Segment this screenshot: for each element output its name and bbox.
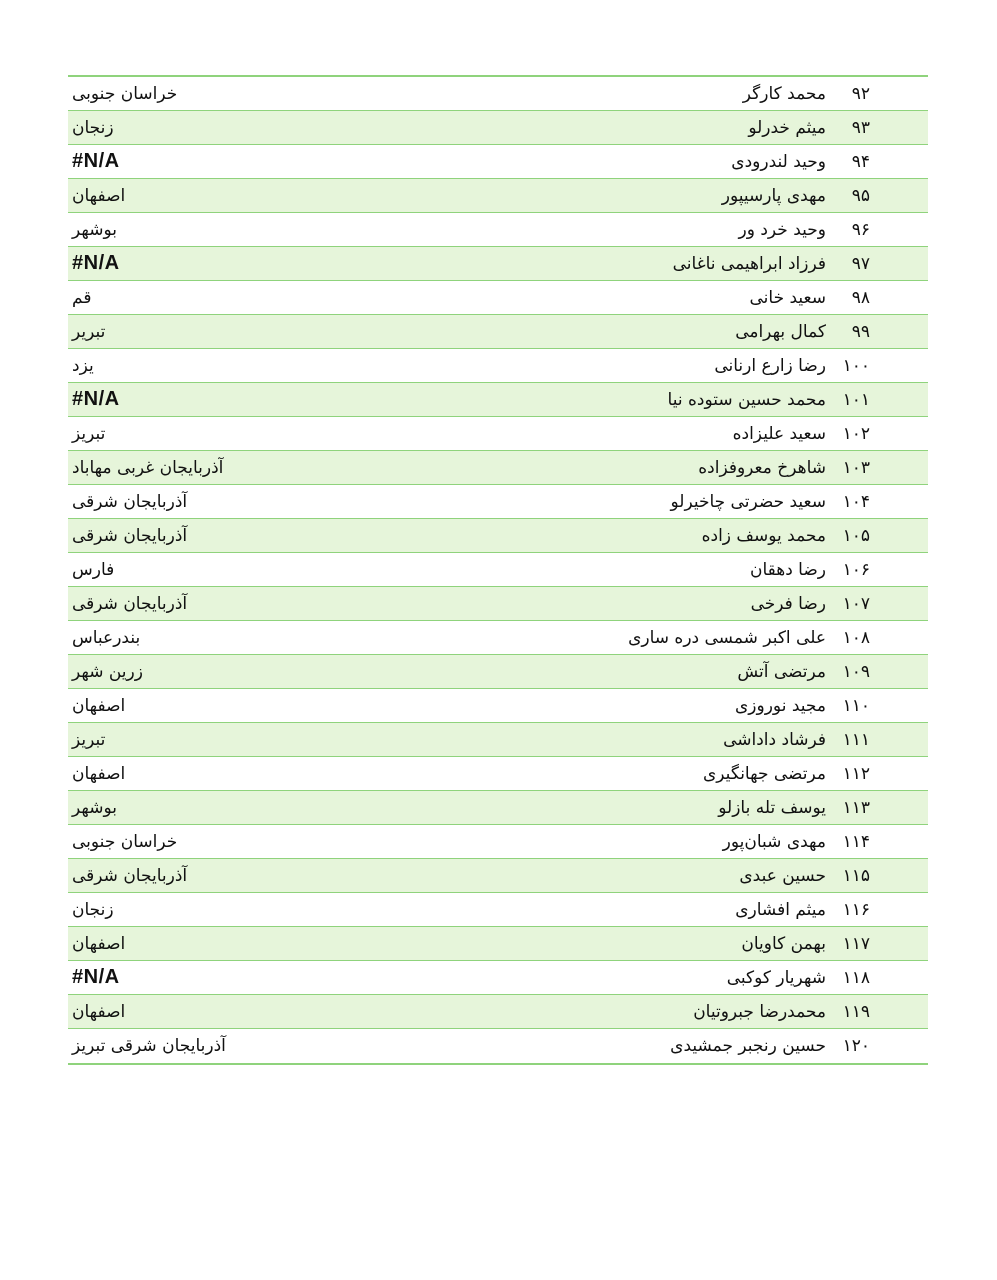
person-name: رضا زارع ارنانی xyxy=(714,355,826,376)
city-cell xyxy=(68,111,538,144)
city-cell xyxy=(68,247,538,280)
row-number: ۹۶ xyxy=(851,219,870,240)
person-name: شاهرخ معروفزاده xyxy=(698,457,826,478)
person-name: وحید خرد ور xyxy=(738,219,826,240)
city-label: زرین شهر xyxy=(72,661,143,682)
city-cell xyxy=(68,1029,538,1063)
person-name: محمد حسین ستوده نیا xyxy=(667,389,826,410)
person-name: میثم افشاری xyxy=(735,899,826,920)
city-label: آذربایجان شرقی تبریز xyxy=(72,1036,226,1056)
city-label: یزد xyxy=(72,355,94,376)
row-number: ۱۰۳ xyxy=(842,457,870,478)
row-number: ۹۲ xyxy=(851,83,870,104)
table-row xyxy=(68,825,928,859)
table-row xyxy=(68,247,928,281)
city-label: #N/A xyxy=(72,150,120,172)
table-row xyxy=(68,77,928,111)
city-cell xyxy=(68,757,538,790)
person-name: رضا فرخی xyxy=(750,593,826,614)
city-cell xyxy=(68,825,538,858)
row-number: ۱۰۷ xyxy=(842,593,870,614)
city-cell xyxy=(68,961,538,994)
city-cell xyxy=(68,281,538,314)
person-name: مرتضی آتش xyxy=(737,661,826,682)
city-label: فارس xyxy=(72,559,115,580)
table-row xyxy=(68,961,928,995)
city-cell xyxy=(68,859,538,892)
city-label: آذربایجان شرقی xyxy=(72,491,188,512)
person-name: فرزاد ابراهیمی ناغانی xyxy=(672,253,826,274)
city-cell xyxy=(68,519,538,552)
row-number: ۱۱۲ xyxy=(842,763,870,784)
table-row xyxy=(68,179,928,213)
city-cell xyxy=(68,179,538,212)
city-label: تبریر xyxy=(72,321,106,342)
city-cell xyxy=(68,791,538,824)
row-number: ۹۸ xyxy=(851,287,870,308)
table-row xyxy=(68,519,928,553)
person-name: شهریار کوکبی xyxy=(726,967,826,988)
city-cell xyxy=(68,689,538,722)
row-number: ۱۱۷ xyxy=(842,933,870,954)
table-row xyxy=(68,893,928,927)
city-cell xyxy=(68,587,538,620)
city-label: تبریز xyxy=(72,729,106,750)
city-cell xyxy=(68,315,538,348)
table-row xyxy=(68,995,928,1029)
city-cell xyxy=(68,451,538,484)
city-cell xyxy=(68,553,538,586)
city-label: بوشهر xyxy=(72,219,117,240)
row-number: ۱۱۸ xyxy=(842,967,870,988)
row-number: ۱۱۱ xyxy=(842,729,870,750)
row-number: ۱۰۹ xyxy=(842,661,870,682)
row-number: ۹۴ xyxy=(851,151,870,172)
table-row xyxy=(68,349,928,383)
row-number: ۱۱۳ xyxy=(842,797,870,818)
city-label: اصفهان xyxy=(72,695,126,716)
person-name: میثم خدرلو xyxy=(748,117,826,138)
city-label: #N/A xyxy=(72,388,120,410)
person-name: حسین رنجبر جمشیدی xyxy=(670,1036,826,1056)
city-cell xyxy=(68,77,538,110)
person-name: علی اکبر شمسی دره ساری xyxy=(628,627,826,648)
city-label: اصفهان xyxy=(72,763,126,784)
row-number: ۱۰۵ xyxy=(842,525,870,546)
city-label: بوشهر xyxy=(72,797,117,818)
person-name: مهدی پارسیپور xyxy=(721,185,826,206)
table-row xyxy=(68,485,928,519)
city-cell xyxy=(68,383,538,416)
city-label: آذربایجان شرقی xyxy=(72,865,188,886)
row-number: ۱۰۶ xyxy=(842,559,870,580)
person-name: محمد یوسف زاده xyxy=(701,525,826,546)
city-label: خراسان جنوبی xyxy=(72,83,178,104)
person-name: فرشاد داداشی xyxy=(723,729,826,750)
city-label: تبریز xyxy=(72,423,106,444)
person-name: بهمن کاویان xyxy=(741,933,826,954)
table-row xyxy=(68,451,928,485)
city-label: آذربایجان شرقی xyxy=(72,593,188,614)
city-label: زنجان xyxy=(72,899,114,920)
table-row xyxy=(68,723,928,757)
city-label: آذربایجان غربی مهاباد xyxy=(72,457,224,478)
person-name: سعید حضرتی چاخیرلو xyxy=(670,491,826,512)
table-row xyxy=(68,757,928,791)
city-cell xyxy=(68,349,538,382)
row-number: ۱۰۲ xyxy=(842,423,870,444)
row-number: ۱۱۹ xyxy=(842,1001,870,1022)
table-row xyxy=(68,791,928,825)
row-number: ۱۰۱ xyxy=(842,389,870,410)
city-label: آذربایجان شرقی xyxy=(72,525,188,546)
table-row xyxy=(68,859,928,893)
row-number: ۱۰۰ xyxy=(842,355,870,376)
table-row xyxy=(68,145,928,179)
row-number: ۱۱۰ xyxy=(842,695,870,716)
city-cell xyxy=(68,485,538,518)
row-number: ۱۰۴ xyxy=(842,491,870,512)
table-row xyxy=(68,1029,928,1063)
table-row xyxy=(68,111,928,145)
row-number: ۹۷ xyxy=(851,253,870,274)
row-number: ۹۳ xyxy=(851,117,870,138)
row-number: ۱۲۰ xyxy=(842,1036,870,1056)
data-table xyxy=(68,75,928,1065)
person-name: سعید خانی xyxy=(749,287,826,308)
city-cell xyxy=(68,145,538,178)
person-name: سعید علیزاده xyxy=(732,423,826,444)
city-label: اصفهان xyxy=(72,933,126,954)
city-cell xyxy=(68,621,538,654)
city-cell xyxy=(68,723,538,756)
person-name: مهدی شبان‌پور xyxy=(722,831,826,852)
person-name: یوسف تله بازلو xyxy=(718,797,826,818)
city-label: زنجان xyxy=(72,117,114,138)
city-cell xyxy=(68,927,538,960)
table-row xyxy=(68,315,928,349)
city-cell xyxy=(68,995,538,1028)
person-name: مرتضی جهانگیری xyxy=(703,763,826,784)
city-label: #N/A xyxy=(72,252,120,274)
city-cell xyxy=(68,213,538,246)
person-name: محمدرضا جبروتیان xyxy=(693,1001,826,1022)
table-row xyxy=(68,655,928,689)
person-name: وحید لندرودی xyxy=(731,151,826,172)
person-name: رضا دهقان xyxy=(749,559,826,580)
city-cell xyxy=(68,655,538,688)
city-label: #N/A xyxy=(72,966,120,988)
table-row xyxy=(68,213,928,247)
city-label: اصفهان xyxy=(72,185,126,206)
person-name: مجید نوروزی xyxy=(735,695,826,716)
row-number: ۱۱۵ xyxy=(842,865,870,886)
table-row xyxy=(68,587,928,621)
person-name: حسین عبدی xyxy=(739,865,826,886)
city-label: اصفهان xyxy=(72,1001,126,1022)
table-row xyxy=(68,927,928,961)
city-cell xyxy=(68,417,538,450)
person-name: کمال بهرامی xyxy=(735,321,826,342)
row-number: ۱۱۴ xyxy=(842,831,870,852)
table-row xyxy=(68,621,928,655)
table-row xyxy=(68,281,928,315)
city-label: قم xyxy=(72,287,92,308)
city-label: خراسان جنوبی xyxy=(72,831,178,852)
person-name: محمد کارگر xyxy=(742,83,826,104)
row-number: ۹۵ xyxy=(851,185,870,206)
row-number: ۱۰۸ xyxy=(842,627,870,648)
city-cell xyxy=(68,893,538,926)
row-number: ۱۱۶ xyxy=(842,899,870,920)
city-label: بندرعباس xyxy=(72,627,141,648)
table-row xyxy=(68,383,928,417)
row-number: ۹۹ xyxy=(851,321,870,342)
table-row xyxy=(68,417,928,451)
table-row xyxy=(68,689,928,723)
table-row xyxy=(68,553,928,587)
